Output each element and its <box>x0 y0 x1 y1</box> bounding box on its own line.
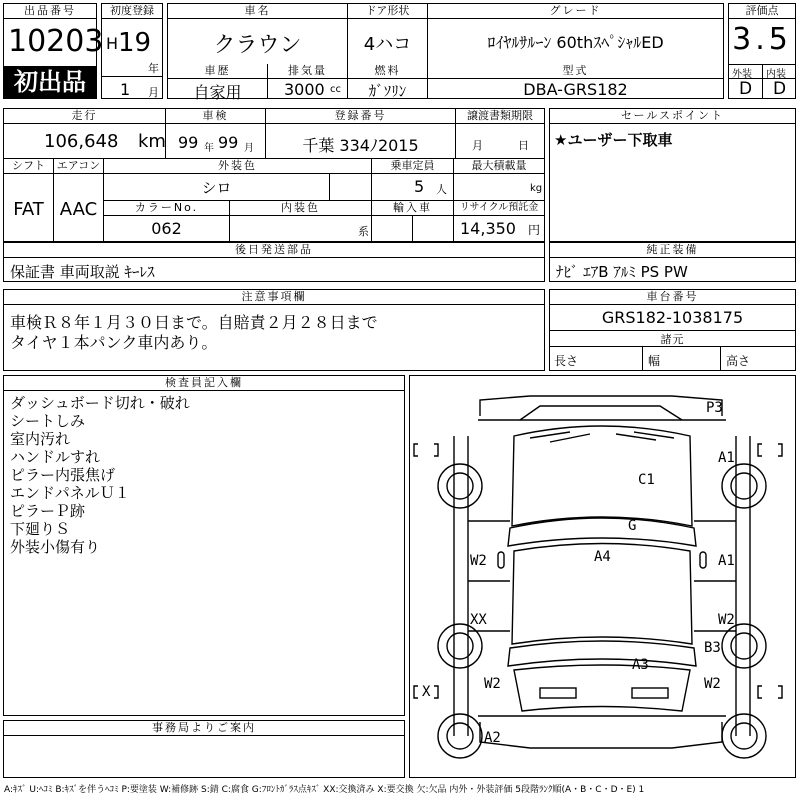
lot-number: 10203 <box>8 24 104 59</box>
damage-a2: A2 <box>484 730 501 746</box>
import-label: 輸入車 <box>372 201 453 216</box>
door-type: 4ハコ <box>363 34 412 55</box>
score-box <box>728 3 796 99</box>
damage-a1-front-right: A1 <box>718 450 735 466</box>
score-label: 評価点 <box>729 4 795 19</box>
damage-xx: XX <box>470 612 487 628</box>
inspection-month-unit: 月 <box>244 143 254 154</box>
chassis-number: GRS182-1038175 <box>601 308 744 327</box>
grade: ﾛｲﾔﾙｻﾙｰﾝ 60thｽﾍﾟｼｬﾙED <box>487 33 664 52</box>
mileage: 106,648 <box>44 131 119 152</box>
damage-diagram <box>409 375 796 778</box>
year-unit: 年 <box>148 62 159 75</box>
displacement-label: 排気量 <box>268 64 347 79</box>
car-name-label: 車名 <box>168 4 347 19</box>
inspector-line: ハンドルすれ <box>10 448 101 466</box>
legend: A:ｷｽﾞ U:ﾍｺﾐ B:ｷｽﾞを伴うﾍｺﾐ P:要塗装 W:補修跡 S:錆 C:腐食 G:ﾌﾛﾝﾄｶﾞﾗｽ点ｷｽﾞ XX:交換済み X:要交換 欠:欠品 内外・外装評価 5段階ﾗﾝｸ順(A・B・C・D・E) 1 <box>4 785 645 795</box>
lot-label: 出品番号 <box>4 4 96 19</box>
color-no-label: カラーNo. <box>104 201 229 216</box>
sales-point-label: セールスポイント <box>550 109 795 124</box>
dims-label: 諸元 <box>660 333 685 346</box>
mileage-label: 走行 <box>4 109 165 124</box>
capacity-label: 乗車定員 <box>372 159 453 174</box>
later-docs-label: 後日発送部品 <box>4 243 544 258</box>
damage-g: G <box>628 518 637 534</box>
fuel: ｶﾞｿﾘﾝ <box>368 82 407 100</box>
damage-a1-right-door: A1 <box>718 553 735 569</box>
ac: AAC <box>59 199 98 220</box>
inspector-line: ダッシュボード切れ・破れ <box>10 394 190 412</box>
equipment-label: 純正装備 <box>550 243 795 258</box>
chassis-box <box>549 289 796 371</box>
recycle-unit: 円 <box>528 223 541 237</box>
interior-score: D <box>773 79 787 99</box>
later-docs: 保証書 車両取説 ｷｰﾚｽ <box>10 263 155 281</box>
exterior-score: D <box>739 79 753 99</box>
length-label: 長さ <box>554 354 579 368</box>
chassis-label: 車台番号 <box>550 290 795 305</box>
reg-month: 1 <box>120 80 131 99</box>
first-reg-label: 初度登録 <box>102 4 162 19</box>
int-color-unit: 系 <box>358 225 369 238</box>
equipment-box <box>549 242 796 282</box>
notes-line-2: タイヤ１本パンク車内あり。 <box>10 333 218 352</box>
damage-w2-rear-right: W2 <box>704 676 721 692</box>
recycle-fee: 14,350 <box>460 219 516 238</box>
ac-label: エアコン <box>54 159 103 174</box>
notes-label: 注意事項欄 <box>4 290 544 305</box>
office-box <box>3 720 405 778</box>
damage-w2-right-rear: W2 <box>718 612 735 628</box>
load-label: 最大積載量 <box>454 159 544 174</box>
damage-a3: A3 <box>632 657 649 673</box>
inspector-label: 検査員記入欄 <box>4 376 404 391</box>
load-unit: kg <box>530 183 543 194</box>
inspector-lines <box>10 394 190 556</box>
damage-x: X <box>422 684 431 700</box>
inspector-line: 室内汚れ <box>10 430 71 448</box>
inspector-line: 下廻りＳ <box>10 520 71 538</box>
transfer-day-unit: 日 <box>518 139 529 152</box>
plate: 千葉 334ﾉ2015 <box>302 136 419 155</box>
era: H <box>106 34 119 53</box>
car-outline-diagram <box>410 376 795 777</box>
mileage-unit: km <box>138 131 166 152</box>
history-label: 車歴 <box>168 64 267 79</box>
grade-label: グレード <box>428 4 723 19</box>
damage-p3: P3 <box>706 400 723 416</box>
damage-w2-left-door: W2 <box>470 553 487 569</box>
damage-c1: C1 <box>638 472 655 488</box>
first-listing-badge: 初出品 <box>4 66 96 98</box>
model: DBA-GRS182 <box>523 80 628 99</box>
inspector-line: エンドパネルＵ１ <box>10 484 130 502</box>
inspector-line: ピラーＰ跡 <box>10 502 86 520</box>
damage-b3: B3 <box>704 640 721 656</box>
displacement-unit: cc <box>330 84 341 95</box>
history: 自家用 <box>193 83 242 102</box>
inspector-line: シートしみ <box>10 412 86 430</box>
equipment: ﾅﾋﾞ ｴｱB ｱﾙﾐ PS PW <box>556 263 688 281</box>
spec-box <box>3 108 545 242</box>
inspection-month: 99 <box>218 133 239 152</box>
inspection-year: 99 <box>178 133 199 152</box>
ext-color-label: 外装色 <box>104 159 371 174</box>
score: 3.5 <box>732 22 792 57</box>
later-docs-box <box>3 242 545 282</box>
exterior-label: 外装 <box>732 69 752 80</box>
damage-a4: A4 <box>594 549 611 565</box>
color-no: 062 <box>151 219 182 238</box>
inspection-label: 車検 <box>166 109 265 124</box>
capacity: 5 <box>414 177 425 196</box>
sales-point-box <box>549 108 796 242</box>
transfer-label: 譲渡書類期限 <box>456 109 544 124</box>
door-label: ドア形状 <box>348 4 427 19</box>
notes-line-1: 車検Ｒ８年１月３０日まで。自賠責２月２８日まで <box>10 313 378 332</box>
fuel-label: 燃料 <box>348 64 427 79</box>
office-label: 事務局よりご案内 <box>4 721 404 736</box>
displacement: 3000 <box>284 80 325 99</box>
month-unit: 月 <box>148 86 159 99</box>
height-label: 高さ <box>726 354 751 368</box>
inspector-line: ピラー内張焦げ <box>10 466 116 484</box>
width-label: 幅 <box>648 354 661 368</box>
lot-box <box>3 3 104 99</box>
inspection-year-unit: 年 <box>204 143 214 154</box>
shift-label: シフト <box>4 159 53 174</box>
int-color-label: 内装色 <box>230 201 371 216</box>
inspector-line: 外装小傷有り <box>10 538 101 556</box>
reg-year: 19 <box>118 28 152 58</box>
plate-label: 登録番号 <box>266 109 455 124</box>
notes-box <box>3 289 545 371</box>
vehicle-info-box <box>167 3 724 102</box>
shift: FAT <box>13 199 44 220</box>
recycle-label: リサイクル預託金 <box>454 201 544 216</box>
inspector-box <box>3 375 405 716</box>
interior-label: 内装 <box>766 69 786 80</box>
sales-point: ★ユーザー下取車 <box>554 131 673 149</box>
damage-w2-rear-left: W2 <box>484 676 501 692</box>
ext-color: シロ <box>201 179 232 197</box>
capacity-unit: 人 <box>436 183 447 196</box>
car-name: クラウン <box>213 33 302 58</box>
first-registration-box <box>101 3 163 99</box>
transfer-month-unit: 月 <box>472 139 483 152</box>
model-label: 型式 <box>428 64 723 79</box>
